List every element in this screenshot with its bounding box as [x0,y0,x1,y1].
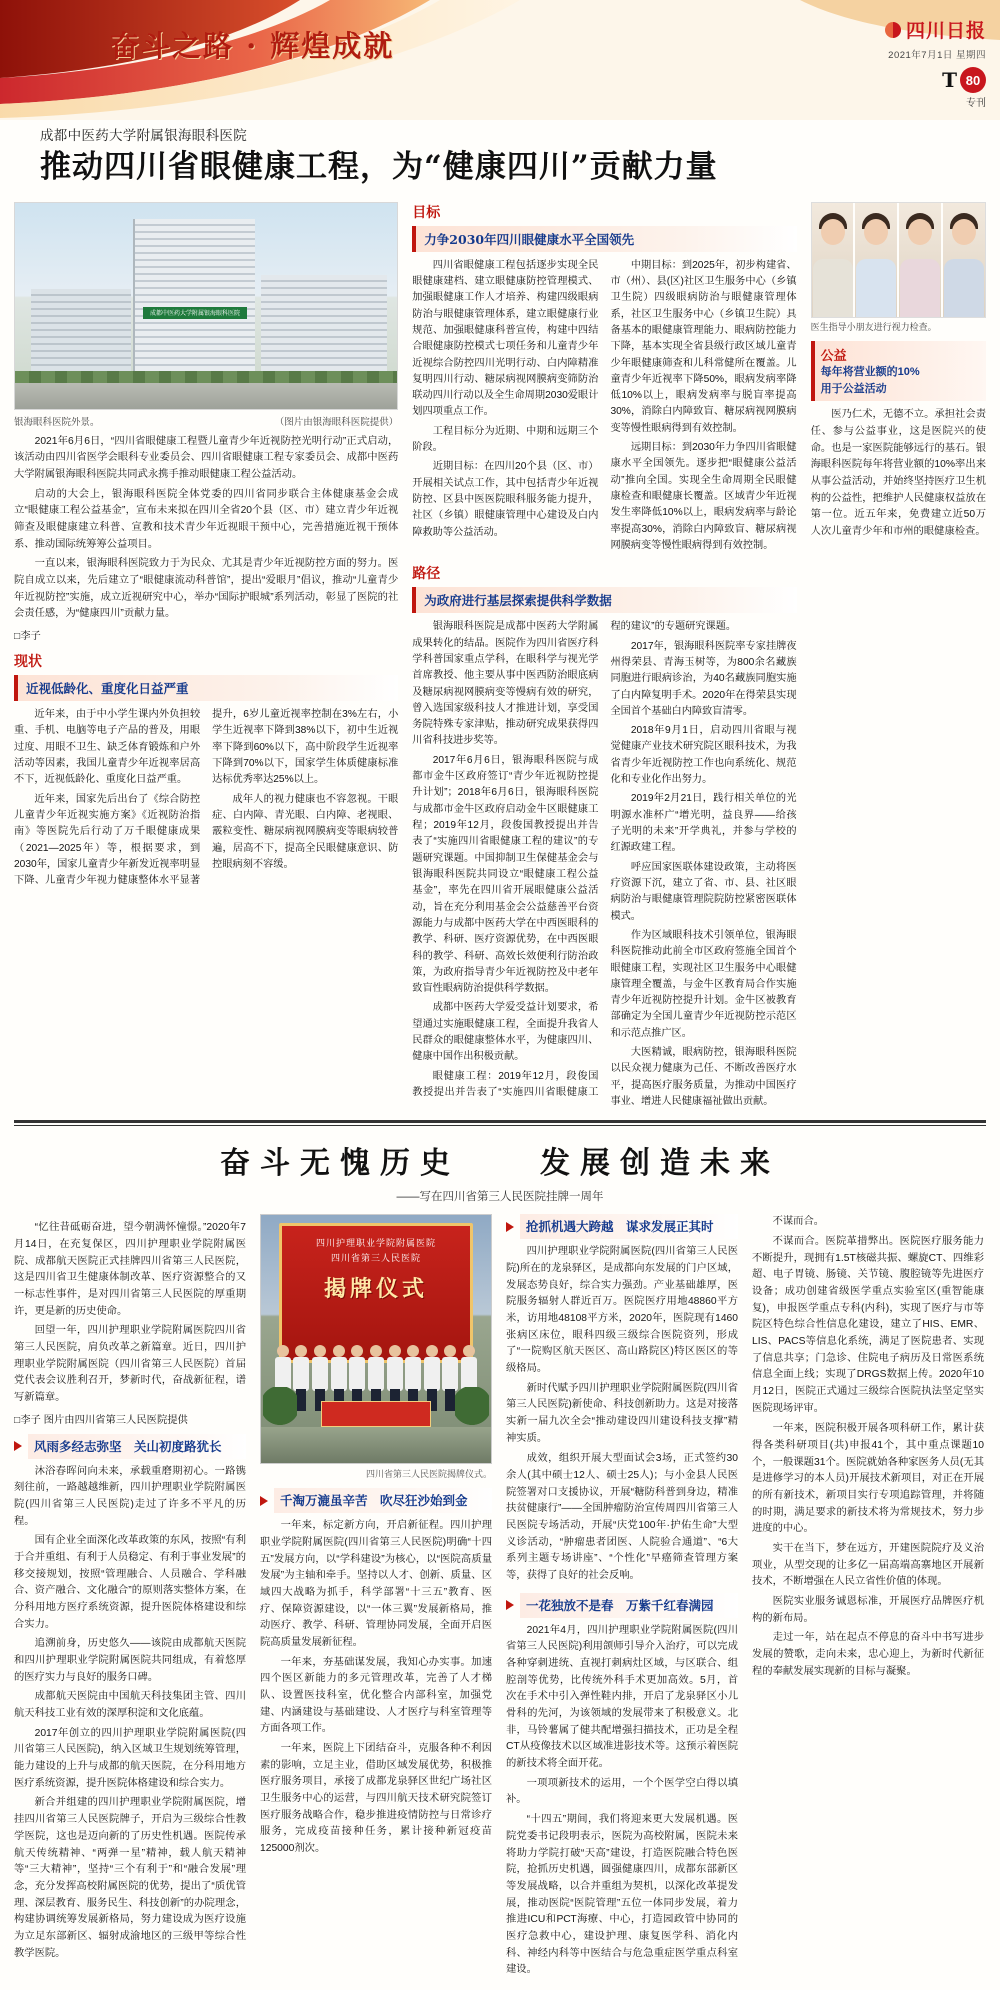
path-section-label: 路径 [412,566,441,583]
bottom-section-3-text [506,1244,738,1447]
bottom-column-3 [506,1214,738,1982]
status-section-label: 现状 [14,654,42,671]
top-right-column [811,202,986,1111]
child-hand-right [875,229,885,241]
bottom-column-4 [752,1214,984,1982]
bottom-section-2-title: 千淘万漉虽辛苦 吹尽狂沙始到金 [280,1493,468,1509]
bottom-section-4-title: 一花独放不是春 万紫千红春满园 [526,1597,714,1613]
ceremony-stage-floor [261,1427,491,1463]
page-prefix: T [942,68,957,92]
page-banner [0,0,1000,120]
status-p1: 近年来，由于中小学生课内外负担较重、手机、电脑等电子产品的普及，用眼过度、用眼不卫生、缺乏体育锻炼和户外活动等因素，我国儿童青少年近视率居高不下，近视低龄化、重度化日益严重。 [14,709,201,786]
path-p6: 2018年9月1日，启动四川省眼与视觉健康产业技术研究院区眼科技术，为我省青少年近视防控工作也向系统化、规范化和专业化作出努力。 [610,725,797,786]
page-indicator [885,67,986,93]
s2-p1: 一年来，标定新方向，开启新征程。四川护理职业学院附属医院(四川省第三人民医院)明确“十四五”发展方向，以“学科建设”为核心，以“医院高质量发展”为主轴和牵手。坚持以人才、创新、质量、区域四大战略为抓手，科学部署“十三五”教育、医疗、保障资源建设，以“一体三翼”发展新格局，推动医疗、教学、科研、管理协同发展，全面开启医院高质量发展新征程。 [260,1520,492,1649]
backdrop-line-1: 四川护理职业学院附属医院 [315,1238,436,1249]
page-number-badge: 80 [960,67,986,93]
child-body [856,259,896,317]
masthead [885,16,986,109]
hospital-exterior-photo [14,202,398,410]
path-p8: 呼应国家医联体建设政策，主动将医疗资源下沉，建立了省、市、县、社区眼病防治与眼健康管理院院防控紧密医联体模式。 [610,861,797,922]
goal-section-text [412,258,796,555]
paper-name: 四川日报 [905,20,986,42]
bottom-section-3-text-cont [752,1214,984,1417]
bottom-section-1-text [14,1464,246,1962]
bottom-section-1-title: 风雨多经志弥坚 关山初度路犹长 [34,1438,222,1454]
s3-p2: 新时代赋予四川护理职业学院附属医院(四川省第三人民医院)新使命、科技创新助力。这是对接落实新一届九次全会“推动建设四川建设科技支撑”精神实质。 [506,1382,738,1444]
path-p5: 2017年，银海眼科医院率专家挂牌夜州得荣县、青海玉树等，为800余名藏族同胞进行眼病诊治，为40名藏族同胞实施了白内障复明手术。2020年在得荣县实现全国首个基础白内障致盲清零。 [610,640,797,717]
s1-p5: 2017年创立的四川护理职业学院附属医院(四川省第三人民医院)，纳入区域卫生规划统筹管理，能力建设的上升与成都的航天医院，在分科用地方医疗系统资源，提升医院体格建设和综合实力。 [14,1727,246,1789]
children-eye-exam-photo [811,202,986,318]
bottom-article-grid [14,1214,986,1982]
ceremony-photo [260,1214,492,1464]
top-mid-column [412,202,796,1111]
lead-intro-p3: 一直以来，银海眼科医院致力于为民众、尤其是青少年近视防控方面的努力。医院自成立以来，先后建立了“眼健康流动科普馆”，提出“爱眼月”倡议，推动“儿童青少年近视防控”实施，成立近视研究中心，举办“国际护眼城”系列活动，彰显了医院的社会责任感，为“健康四川”贡献力量。 [14,558,399,620]
bottom-section-4-text [506,1623,738,1979]
status-p3: 成年人的视力健康也不容忽视。干眼症、白内障、青光眼、白内障、老视眼、霰粒变性、糖尿病视网膜病变等眼病较普遍，居高不下，提高全民眼健康意识、防控眼病刻不容缓。 [212,793,399,870]
lead-intro-p1: 2021年6月6日，“四川省眼健康工程暨儿童青少年近视防控光明行动”正式启动，该活动由四川省医学会眼科专业委员会、四川省眼健康工程专家委员会、成都中医药大学附属银海眼科医院共同武永携手推动眼健康工程公益活动。 [14,435,399,480]
path-section-text [412,619,796,1110]
s1-p2: 国有企业全面深化改革政策的东风，按照“有利于合并重组、有利于人员稳定、有利于事业发展”的移交接规划，按照“管理融合、人员融合、学科融合、资产融合、文化融合”的原则落实整体方案，在分科用地方医疗系统资源，提升医院体格建设和综合实力。 [14,1535,246,1630]
photo-child-2 [855,203,897,317]
child-hand-left [824,229,834,241]
s4-p2: 一项项新技术的运用，一个个医学空白得以填补。 [506,1777,738,1806]
lead-intro-text [14,434,398,623]
ceremony-unveiling-plaque [321,1401,431,1427]
paper-logo-icon [885,22,901,38]
photo-plaza [15,383,397,409]
s1-p4: 成都航天医院由中国航天科技集团主管、四川航天科技工业有效的深厚积淀和文化底蕴。 [14,1691,246,1720]
bottom-section-2-bar [274,1488,492,1513]
lead-headline-block [0,120,1000,192]
path-section-bar [412,587,796,613]
backdrop-big-text: 揭牌仪式 [323,1276,428,1303]
bottom-headline: 奋斗无愧历史 发展创造未来 [220,1146,780,1182]
child-body [900,259,940,317]
goal-section-label: 目标 [412,204,441,221]
s2-p2: 一年来，夯基础谋发展，我知心办实事。加速四个医区新能力的多元管理改革，完善了人才梯队、设置医技科室，优化整合内部科室，加强党建、内涵建设与基础建设、人才医疗与科室管理等方面各项工作。 [260,1656,492,1735]
status-section-bar [14,675,398,701]
lead-headline: 推动四川省眼健康工程，为“健康四川”贡献力量 [40,149,718,185]
lead-intro-p2: 启动的大会上，银海眼科医院全体党委的四川省同步联合主体健康基金会成立“眼健康工程公益基金”，宣布未来拟在四川全省20个县（区、市）建立青少年近视筛查及眼健康建立科普、宣教和技术青少年近视眼干预中心，完善措施近视干预体系、推动国际统筹筹公益项目。 [14,488,399,550]
child-hand-left [911,229,921,241]
photo-caption-row [14,410,398,428]
bottom-section-1-header [14,1434,246,1459]
bottom-section-2-text [260,1518,492,1857]
bottom-intro-text [14,1220,246,1406]
banner-title-wrap [110,24,394,65]
photo-caption-left: 银海眼科医院外景。 [14,416,100,428]
photo-child-4 [943,203,985,317]
s2-p3: 一年来，医院上下团结奋斗，克服各种不利因素的影响，立足主业，借助区域发展优势，积极推医疗服务项目，承接了成都龙泉驿区世纪广场社区卫生服务中心的运营，与四川航天技术研究院签订医疗服务战略合作，稳步推进疫情防控与日常诊疗服务，完成疫苗接种任务，累计接种新冠疫苗125000剂次。 [260,1743,492,1855]
charity-line-1: 每年将营业额的10% [820,366,920,379]
bottom-section-4-text-cont [752,1421,984,1680]
path-p4: 眼健康工程：2019年12月，段俊国教授提出并告表了“实施四川省眼健康工程的建议”的专题研究课题。 [412,621,737,1099]
charity-body-text [811,407,986,540]
charity-p1: 医乃仁术，无德不立。承担社会责任、参与公益事业，这是医院兴的使命。也是一家医院能够远行的基石。银海眼科医院每年将营业额的10%率出来从事公益活动，并始终坚持医疗卫生机构的公益性，把维护人民健康权益放在第一位。近五年来，免费建立近50万人次儿童青少年和市州的眼健康检查。 [810,409,986,537]
banner-title: 奋斗之路 · 辉煌成就 [110,29,395,63]
section-divider-thick [14,1120,986,1123]
path-section-title: 为政府进行基层探索提供科学数据 [424,593,612,609]
goal-section-bar [412,226,796,252]
photo-building-main [133,219,255,387]
s1-p3: 追溯前身，历史悠久——该院由成都航天医院和四川护理职业学院附属医院共同组成，有着悠厚的医疗实力与良好的服务口碑。 [14,1638,246,1683]
bottom-section-4-bar [520,1593,738,1618]
bottom-section-3-header [506,1214,738,1239]
s4-p7: 走过一年，站在起点不停息的奋斗中书写进步发展的赞歌，走向未来，忠心迎上，为新时代新征程的奉献发展实现新的目标与凝聚。 [752,1632,984,1677]
triangle-bullet-icon [14,1441,22,1451]
status-p2: 近年来，国家先后出台了《综合防控儿童青少年近视实施方案》《近视防治指南》等医院先后行动了万千眼健康成果（2021—2025年）等，根据要求，到2030年，国家儿童青少年新发近视率明显下降、儿童青少年视力健康整体水平显著提升，6岁儿童近视率控制在3%左右，小学生近视率下降到38%以下，初中生近视率下降到60%以下，高中阶段学生近视率下降到70%以下，国家学生体质健康标准达标优秀率达25%以上。 [14,709,399,887]
s3-p1: 四川护理职业学院附属医院(四川省第三人民医院)所在的龙泉驿区，是成都向东发展的门户区域，发展态势良好，综合实力强劲。产业基础雄厚，医院服务辐射人群近百万。医院医疗用地48860平方米，访用地48108平方米，2020年，医院现有1460张病区床位，眼科四级三级综合医院资列，形成了“一院购区航天医区、高山路院区)特区医区的等级格局。 [506,1246,738,1375]
charity-line-2: 用于公益活动 [820,382,887,395]
s4-p4: 一年来，医院积极开展各项科研工作，累计获得各类科研项目(共)申报41个，其中重点课题10个，一般课题31个。医院就始各种家医务人员(无其是进修学习的本人员)开展技术新项目，对正在开展的所有新技术，新项目实行专项追踪管理，并将随的时期，满足要求的新技术将为常规技术，努力步进度的中心。 [752,1423,984,1535]
child-body [813,259,853,317]
triangle-bullet-icon [506,1222,514,1232]
bottom-intro-p2: 回望一年，四川护理职业学院附属医院四川省第三人民医院，肩负改革之新篇章。近日，四川护理职业学院附属医院（四川省第三人民医院）首届党代表会议胜利召开，梦新时代，奋战新征程，谱写新篇章。 [14,1325,246,1404]
photo-child-1 [812,203,854,317]
photo-child-3 [899,203,941,317]
bottom-section-3-bar [520,1214,738,1239]
goal-p2: 工程目标分为近期、中期和远期三个阶段。 [412,425,599,454]
bottom-byline: □李子 图片由四川省第三人民医院提供 [14,1414,188,1426]
lead-byline: □李子 [14,631,41,643]
bottom-column-2 [260,1214,492,1982]
s3-p0: 不谋而合。 [772,1216,825,1228]
status-section-text [14,707,398,889]
bottom-article [0,1126,1000,1990]
publication-date: 2021年7月1日 星期四 [888,50,986,61]
path-p10: 大医精诚，眼病防控，银海眼科医院以民众视力健康为己任、不断改善医疗水平，提高医疗服务质量，为推动中国医疗事业、增进人民健康福祉做出贡献。 [610,1047,797,1108]
top-article-grid [0,192,1000,1111]
path-p1: 银海眼科医院是成都中医药大学附属成果转化的结晶。医院作为四川省医疗科学科普国家重点学科，在眼科学与视光学首席教授、他主要从事中医西防治眼底病及糖尿病视网膜病变等慢病有效的研究，曾入选国家级科技人才推进计划，享受国务院特殊专家津贴，推动研究成果获得四川省科技进步奖等。 [412,621,599,747]
s4-p3: “十四五”期间，我们将迎来更大发展机遇。医院党委书记段明表示，医院为高校附属，医院未来将助力学院打破“天高”建设，打造医院融合特色医院，抢抓历史机遇，圆强健康四川，成都东部新区等发展战略，以合并重组为契机，以深化改革提发展，推动医院“医院管理”五位一体同步发展，着力推进ICU和РСТ海療、中心，打造园政管中协同的医疗急救中心，建设护理、康复医学科、消化内科、神经内科等中医结合与危急重症医学重点科室建设。 [506,1814,738,1976]
status-section-title: 近视低龄化、重度化日益严重 [26,681,189,697]
goal-p5: 远期目标：到2030年力争四川省眼健康水平全国领先。逐步把“眼健康公益活动”推向全国。实现全生命周期全民眼健康检查和眼健康长覆盖。区域青少年近视发生率降低10%以上，眼病发病率与龄论率提高30%，消除白内障致盲、糖尿病视网膜病变等慢性眼病得到有效控制。 [610,442,797,551]
path-p2: 2017年6月6日，银海眼科医院与成都市金牛区政府签订“青少年近视防控提升计划”；2018年6月6日，银海眼科医院与成都市金牛区政府启动金牛区眼健康工程；2019年12月，段俊国教授提出并告表了“实施四川省眼健康工程的建议”的专题研究课题。中国抑制卫生保健基金会与银海眼科医院共同设立“眼健康工程公益基金”，率先在四川省开展眼健康公益活动，旨在充分利用基金会公益慈善平台资源能力与成都中医药大学在中西医眼科的教学、科研、医疗资源优势，在中西医眼科的教学、科研、高效长效便利行防治政策，为政府指导青少年近视防控及中老年致盲性眼病防治提供科学数据。 [412,754,599,995]
s1-p1: 沐浴春晖问向未来，承载重磨期初心。一路镌刻往前，一路越越维新，四川护理职业学院附属医院(四川省第三人民医院)走过了许多不平凡的历程。 [14,1465,246,1527]
photo-caption-credit: （图片由银海眼科医院提供） [274,416,399,428]
path-p7: 2019年2月21日，践行相关单位的光明源水准杯广“增光明，益良界——给孩子光明的未来”开学典礼，并参与学校的红源政建工程。 [610,793,797,854]
charity-callout [811,341,986,401]
goal-p1: 四川省眼健康工程包括逐步实现全民眼健康建档、建立眼健康防控管理模式、加强眼健康工作人才培养、构建四级眼病防治与眼健康管理体系，建立眼健康行业规范、加强眼健康科普宣传，构建中四结合眼健康防控模式七项任务和儿童青少年近视综合防控四川光明行动、白内障精准复明四川行动、糖尿病视网膜病变筛防治联动四川行动以及全生命周期2030爱眼计划四项重点工作。 [412,259,599,418]
bottom-section-1-bar [28,1434,246,1459]
page-label: 专刊 [966,98,986,109]
triangle-bullet-icon [260,1496,268,1506]
bottom-intro-p1: “忆往昔砥砺奋进，望今朝满怀憧憬。”2020年7月14日，在充复保区，四川护理职业学院附属医院、成都航天医院正式挂牌四川省第三人民医院，这是四川省卫生健康体制改革、医疗资源整合的又一标志性事件，是对四川省第三人民医院的厚重期许，更是新的历史使命。 [14,1222,246,1317]
photo-hospital-sign: 成都中医药大学附属银海眼科医院 [143,307,247,319]
bottom-column-1 [14,1214,246,1982]
ceremony-people-row [275,1333,477,1411]
s4-p5: 实干在当下，梦在远方，开建医院院疗及义治项业，从型交现的让多亿一届高端高寨地区开展新技术，不断增强在人民立省性价值的体现。 [752,1543,984,1588]
lead-kicker: 成都中医药大学附属银海眼科医院 [40,128,247,143]
bottom-section-2-continued [506,1451,738,1584]
path-p9: 作为区域眼科技术引领单位，银海眼科医院推动此前全市区政府签施全国首个眼健康工程，实现社区卫生服务中心眼健康管理全覆盖，与金牛区教育局合作实施青少年近视防控提升计划。金牛区被教育部确定为全国儿童青少年近视防控示范区和示范点推广区。 [610,929,797,1039]
bottom-subheadline: ——写在四川省第三人民医院挂牌一周年 [396,1191,604,1204]
child-body [944,259,984,317]
backdrop-line-2: 四川省第三人民医院 [330,1253,421,1264]
goal-p3: 近期目标：在四川20个县（区、市）开展相关试点工作，其中包括青少年近视防控、区县中医医院眼科服务能力提升，社区（乡镇）眼健康管理中心建设及白内障救助等公益活动。 [412,461,599,538]
s3-p3: 不谋而合。医院革措弊出。医院医疗服务能力不断提升，现拥有1.5T核磁共振、螺旋CT、四维彩超、电子胃镜、肠镜、关节镜、腹腔镜等先进医疗设备；成功创建省级医学重点实验室区(重智能康复)，申报医学重点专科(内科)，实现了医疗与市等院区特色综合性信息化建设，建立了HIS、EMR、LIS、PACS等信息化系统，满足了医院患者、实现了信息共享；门急诊、住院电子病历及日常医系统信息全面上线；实现了DRGS数据上传。2020年10月12日，医院正式通过三级综合医院执法坚定坚实医院现场评审。 [752,1236,984,1414]
triangle-bullet-icon [506,1600,514,1610]
s4-p1: 2021年4月，四川护理职业学院附属医院(四川省第三人民医院)利用颌师引导介入治疗，可以完成各种穿刺进统、直视打刺病灶区域，与区联合、组腔剖等优势，比传统外科手术更加高效。5月，首次在手术中引入弹性鞋内排，开启了龙泉驿区小儿骨科的先河，为该领域的发展带来了积极意义。北非，马铃薯属了健共配增强扫描技术，正功是全程CT从疫像技术以区域准进影技术等。这预示着医院的新技术将全面开花。 [506,1624,738,1770]
bottom-section-4-header [506,1593,738,1618]
bottom-section-3-title: 抢抓机遇大跨越 谋求发展正其时 [526,1219,714,1235]
ceremony-photo-caption: 四川省第三人民医院揭牌仪式。 [365,1469,492,1480]
children-photo-caption: 医生指导小朋友进行视力检查。 [810,321,937,332]
s1-p6: 新合并组建的四川护理职业学院附属医院，增挂四川省第三人民医院牌子，开启为三级综合性教学医院，这也是迈向新的了历史性机遇。医院传承航天传统精神、“两弹一星”精神，载人航天精神等“三大精神”，坚持“三个有利于”和“融合发展”理念，充分发挥高校附属医院的优势，提出了“质优管理、深层教育、服务民生、科技创新”的办院理念，构建协调统筹发展新格局，努力建设成为医疗设施为立足东部新区、辐射成渝地区的三级甲等综合性教学医院。 [14,1797,246,1959]
charity-label: 公益 [820,349,847,365]
s4-p6: 医院实业服务诚恩标准，开展医疗品牌医疗机构的新布局。 [752,1596,984,1624]
bottom-section-2-header [260,1488,492,1513]
child-hand-right [963,229,973,241]
goal-section-title: 力争2030年四川眼健康水平全国领先 [424,231,635,247]
top-left-column [14,202,398,1111]
masthead-logo [885,16,986,43]
path-p3: 成都中医药大学爱受益计划要求，希望通过实施眼健康工程，全面提升我省人民群众的眼健康整体水平，为健康四川、健康中国作出积极贡献。 [412,1002,599,1063]
goal-p4: 中期目标：到2025年，初步构建省、市（州）、县(区)社区卫生服务中心（乡镇卫生院）四级眼病防治与眼健康管理体系，社区卫生服务中心（乡镇卫生院）具备基本的眼健康管理能力、眼病防控能力下降，基本实现全省县级行政区域儿童青少年眼健康筛查和儿科常健所在覆盖。儿童青少年近视率下降50%，眼病发病率降低10%以上，眼病发病率与脱盲率提高30%，消除白内障致盲、糖尿病视网膜病变等慢性眼病得到有效控制。 [610,259,797,434]
s2-p4: 成效，组织开展大型面试会3场，正式签约30余人(其中硕士12人、硕士25人)；与小金县人民医院签署对口支援协议，开展“糖防科普到身边，精准扶贫健康行”——全国肿瘤防治宣传周四川省第三人民医院专场活动，开展“庆党100年·护佑生命”大型义诊活动，“肿瘤患者团医、人院验合通道”、“6大系列主题专场讲座”、“个性化”早癌筛查管理方案等，获得了良好的社会反响。 [506,1453,738,1582]
